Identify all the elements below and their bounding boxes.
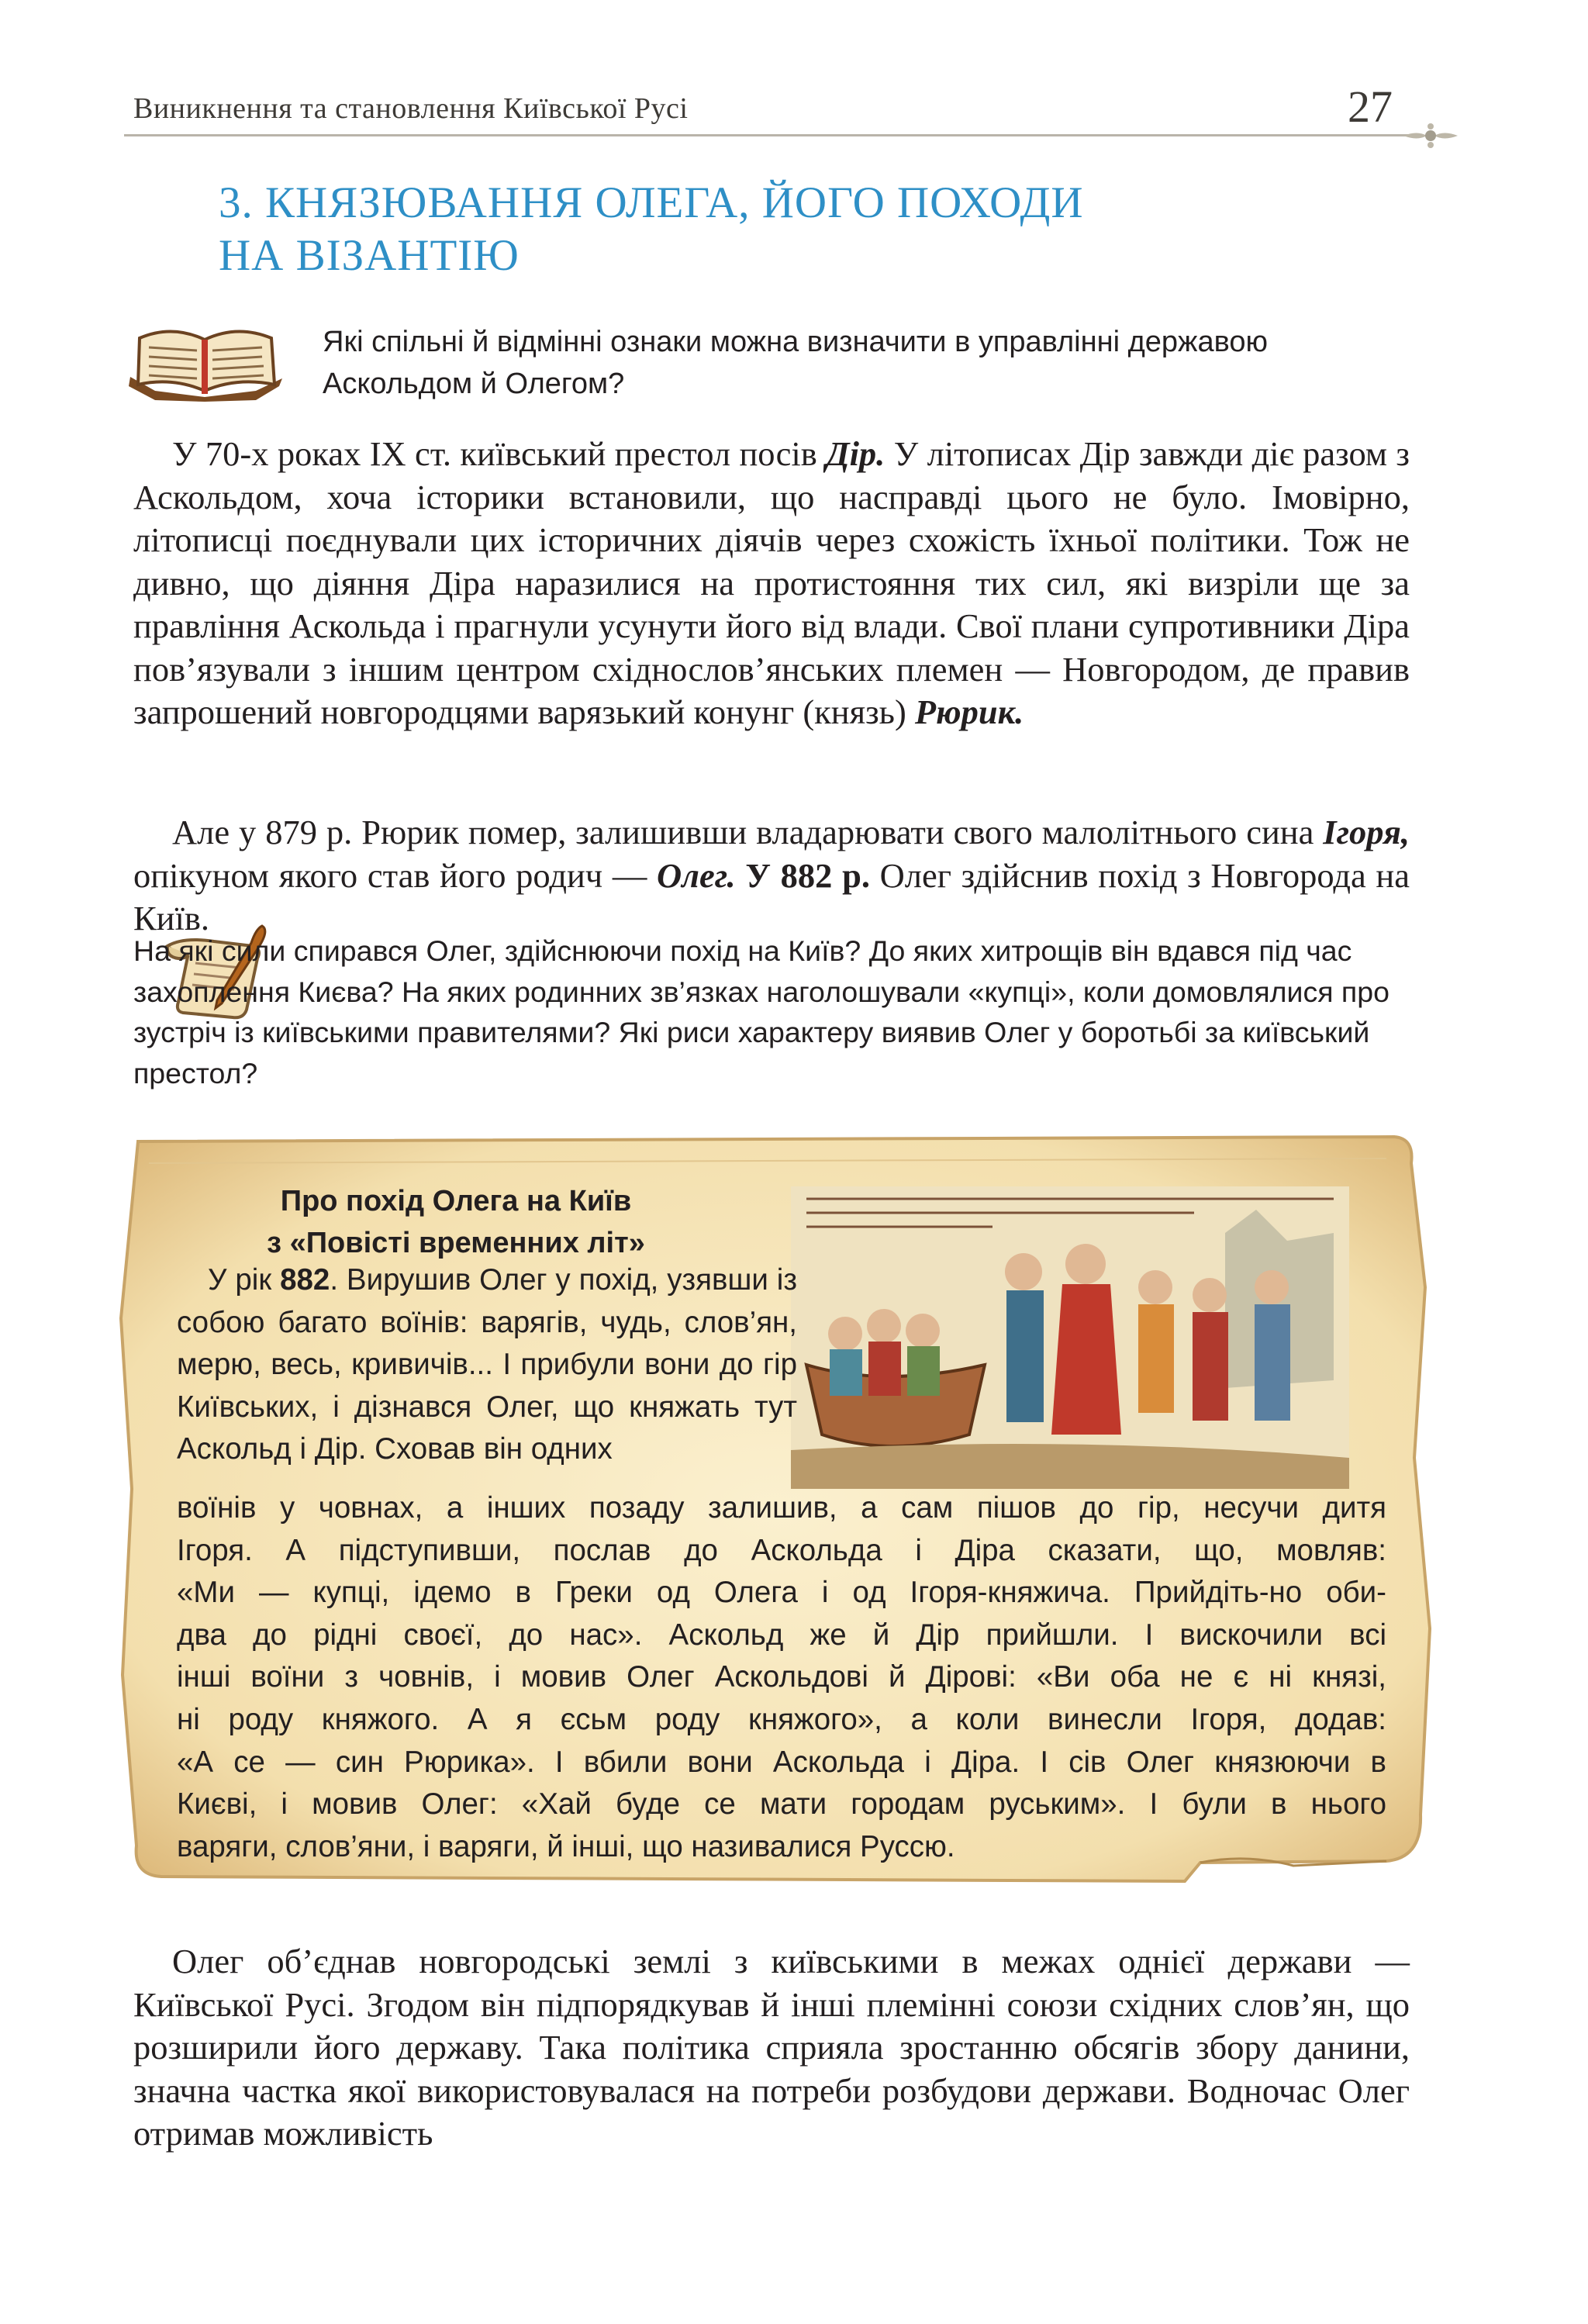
- source-title: [115, 1180, 797, 1264]
- source-line: Ігоря. А підступивши, послав до Аскольда і Діра сказати, що, мовляв:: [177, 1533, 1386, 1567]
- source-left-text: . Вирушив Олег у похід, узявши із собою багато воїнів: варягів, чудь, слов’ян, мерю, весь, кривичів... І прибули вони до гір Київських, і дізнався Олег, що княжать тут Аскольд і Дір. Сховав він одних: [177, 1263, 797, 1466]
- chronicle-miniature-image: [791, 1186, 1349, 1489]
- term-oleh: Олег.: [656, 855, 736, 895]
- header-rule: [124, 134, 1411, 136]
- paragraph-1-part-a: У 70-х роках IX ст. київський престол посів: [172, 434, 827, 473]
- source-text-beside-image: [177, 1259, 797, 1471]
- source-year: 882: [280, 1263, 330, 1297]
- source-title-line2: з «Повісті временних літ»: [267, 1227, 645, 1259]
- term-dir: Дір.: [826, 434, 885, 473]
- section-title: [219, 177, 1382, 282]
- paragraph-2-part-b: опікуном якого став його родич —: [133, 855, 657, 895]
- question-1: Які спільні й відмінні ознаки можна визначити в управлінні державою Аскольдом й Олегом?: [323, 326, 1268, 400]
- source-title-line1: Про похід Олега на Київ: [280, 1185, 632, 1217]
- paragraph-1-part-b: У літописах Дір завжди діє разом з Аскольдом, хоча історики встановили, що насправді цього не було. Імовірно, літописці поєднували цих історичних діячів через схожість їхньої політики. Тож не дивно, що діяння Діра наразилися на протистояння тих сил, які визріли ще за правління Аскольда і прагнули усунути його від влади. Свої плани супротивники Діра пов’язували з іншим центром східнослов’янських племен — Новгородом, де правив запрошений новгородцями варязький конунг (князь): [133, 434, 1410, 731]
- paragraph-2-part-c: Олег здійснив похід з Новгорода на Київ.: [133, 855, 1410, 938]
- source-line: Києві, і мовив Олег: «Хай буде се мати городам руським». І були в нього: [177, 1787, 1386, 1822]
- page-number: 27: [1348, 81, 1393, 132]
- source-line: «А се — син Рюрика». І вбили вони Аскольда і Діра. І сів Олег князюючи в: [177, 1745, 1386, 1779]
- term-ryuryk: Рюрик.: [914, 692, 1024, 731]
- running-title: Виникнення та становлення Київської Русі: [133, 92, 689, 125]
- source-line: два до рідні своєї, до нас». Аскольд же й Дір прийшли. І вискочили всі: [177, 1618, 1386, 1652]
- open-book-icon: [124, 316, 287, 402]
- header-ornament-icon: [1403, 119, 1458, 152]
- paragraph-2-part-a: Але у 879 р. Рюрик помер, залишивши владарювати свого малолітнього сина: [172, 813, 1324, 851]
- section-title-line2: НА ВІЗАНТІЮ: [219, 231, 520, 280]
- source-line: «Ми — купці, ідемо в Греки од Олега і од Ігоря-княжича. Прийдіть-но оби-: [177, 1576, 1386, 1610]
- source-line: варяги, слов’яни, і варяги, й інші, що називалися Руссю.: [177, 1829, 955, 1863]
- section-title-line1: 3. КНЯЗЮВАННЯ ОЛЕГА, ЙОГО ПОХОДИ: [219, 178, 1084, 227]
- paragraph-3: Олег об’єднав новгородські землі з київськими в межах однієї держави — Київської Русі. Згодом він підпорядкував й інші племінні союзи східних слов’ян, що розширили його державу. Така політика сприяла зростанню обсягів збору данини, значна частка якої використовувалася на потреби розбудови держави. Водночас Олег отримав можливість: [133, 1942, 1410, 2153]
- date-882: У 882 р.: [735, 855, 870, 895]
- source-line: інші воїни з човнів, і мовив Олег Аскольдові й Дірові: «Ви оба не є ні князі,: [177, 1660, 1386, 1694]
- primary-source-box: [115, 1132, 1433, 1889]
- source-line: ні роду княжого. А я єсьм роду княжого», а коли винесли Ігоря, додав:: [177, 1702, 1386, 1736]
- source-year-prefix: У рік: [208, 1263, 281, 1297]
- source-line: воїнів у човнах, а інших позаду залишив, а сам пішов до гір, несучи дитя: [177, 1491, 1386, 1525]
- paragraph-1: [133, 433, 1410, 734]
- term-ihor: Ігоря,: [1323, 813, 1410, 851]
- question-2: На які сили спирався Олег, здійснюючи похід на Київ? До яких хитрощів він вдався під час захоплення Києва? На яких родинних зв’язках наголошували «купці», коли домовлялися про зустріч із київськими правителями? Які риси характеру виявив Олег у боротьбі за київський престол?: [133, 934, 1390, 1089]
- source-text-full-width: [177, 1487, 1386, 1868]
- paragraph-2: [133, 811, 1410, 941]
